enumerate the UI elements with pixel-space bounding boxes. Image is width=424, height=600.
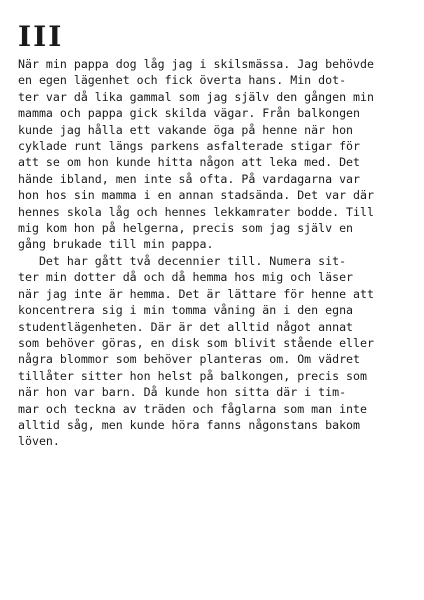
page bbox=[18, 22, 410, 450]
paragraph-1: När min pappa dog låg jag i skilsmässa. Jag behövde en egen lägenhet och fick överta hans. Min dot- ter var då lika gammal som jag själv den gången min mamma och pappa gick skilda vägar. Från balkongen kunde jag hålla ett vakande öga på henne när hon cyklade runt längs parkens asfalterade stigar för att se om hon kunde hitta någon att leka med. Det hände ibland, men inte så ofta. På vardagarna var hon hos sin mamma i en annan stadsända. Det var där hennes skola låg och hennes lekkamrater bodde. Till mig kom hon på helgerna, precis som jag själv en gång brukade till min pappa. bbox=[18, 57, 374, 252]
chapter-heading: III bbox=[18, 20, 64, 53]
paragraph-2: Det har gått två decennier till. Numera sit- ter min dotter då och då hemma hos mig och läser när jag inte är hemma. Det är lättare för henne att koncentrera sig i min tomma våning än i den egna studentlägenheten. Där är det alltid något annat som behöver göras, en disk som blivit stående eller några blommor som behöver planteras om. Om vädret tillåter sitter hon helst på balkongen, precis som när hon var barn. Då kunde hon sitta där i tim- mar och teckna av träden och fåglarna som man inte alltid såg, men kunde höra fanns någonstans bakom löven. bbox=[18, 253, 374, 449]
